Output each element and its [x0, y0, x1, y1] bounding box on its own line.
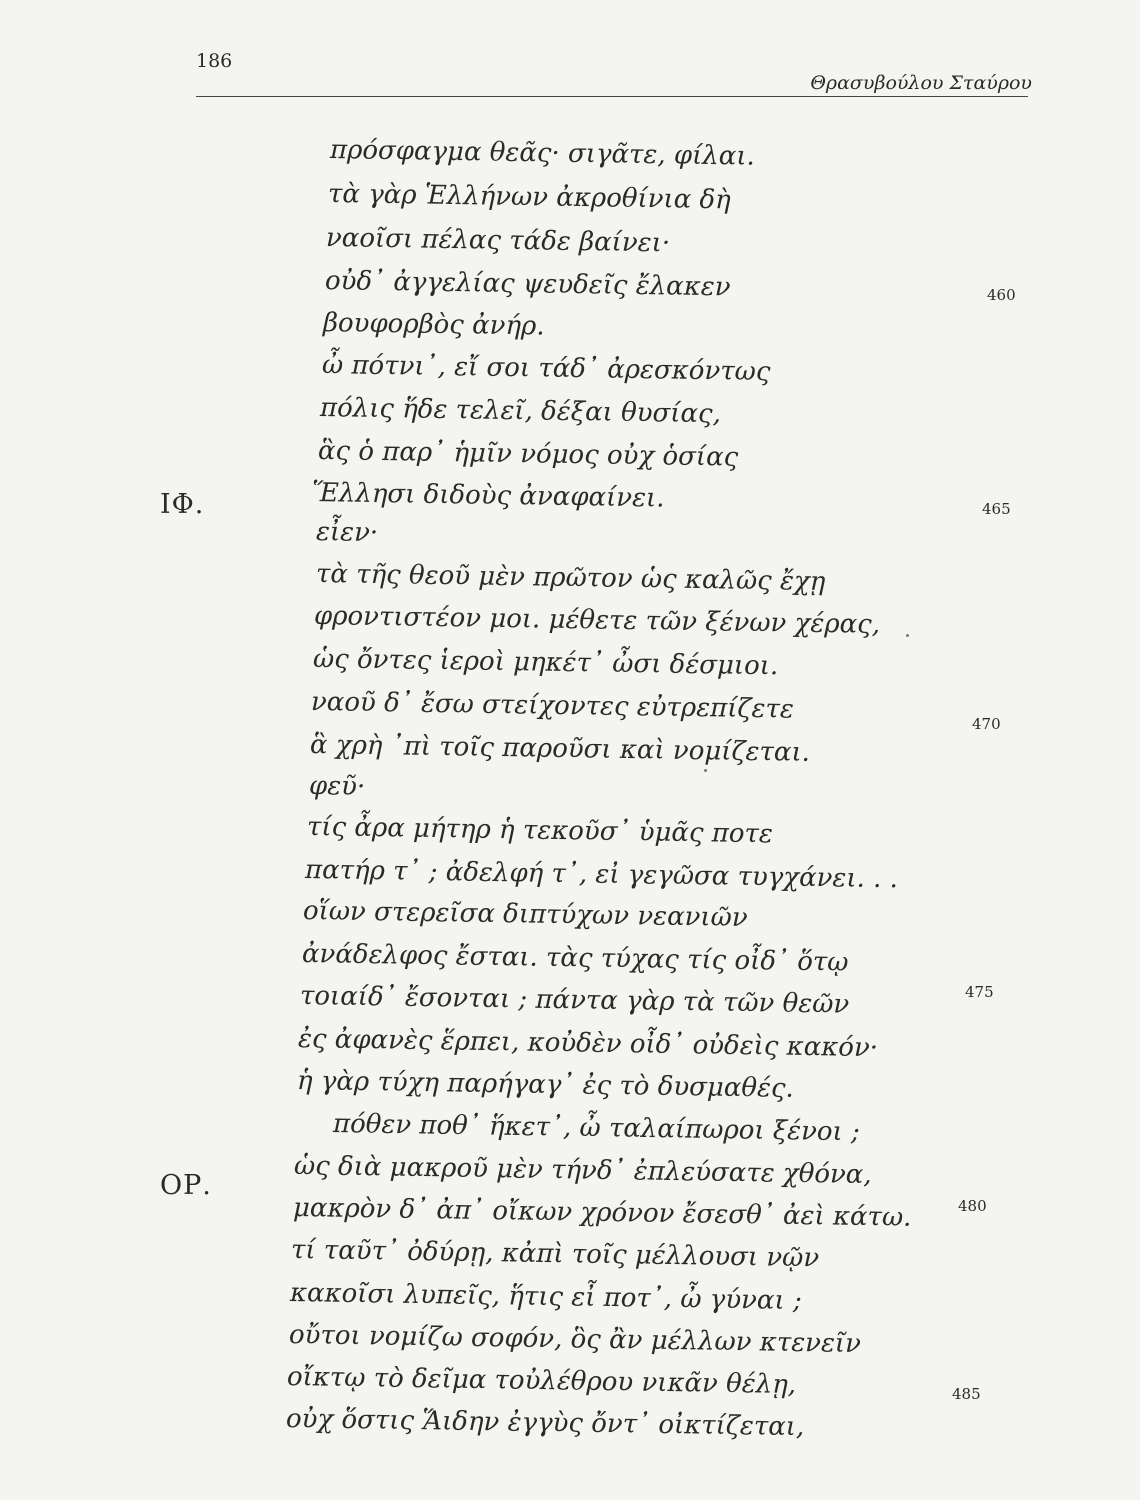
- line-number: 460: [987, 286, 1016, 304]
- verse-line: ὡς ὄντες ἱεροὶ μηκέτ᾽ ὦσι δέσμιοι.: [312, 644, 779, 682]
- verse-line: ἡ γὰρ τύχη παρήγαγ᾽ ἐς τὸ δυσμαθές.: [296, 1066, 795, 1104]
- verse-line: ναοῦ δ᾽ ἔσω στείχοντες εὐτρεπίζετε: [310, 687, 795, 725]
- verse-line: τί ταῦτ᾽ ὀδύρῃ, κἀπὶ τοῖς μέλλουσι νῷν: [290, 1235, 820, 1274]
- verse-line: τίς ἆρα μήτηρ ἡ τεκοῦσ᾽ ὑμᾶς ποτε: [306, 812, 774, 850]
- verse-line: ἀνάδελφος ἔσται. τὰς τύχας τίς οἶδ᾽ ὅτῳ: [301, 939, 849, 978]
- verse-line: Ἕλλησι διδοὺς ἀναφαίνει.: [311, 478, 665, 514]
- verse-line: πρόσφαγμα θεᾶς· σιγᾶτε, φίλαι.: [329, 135, 756, 172]
- verse-line: ὦ πότνι᾽, εἴ σοι τάδ᾽ ἀρεσκόντως: [321, 350, 771, 388]
- page-number: 186: [196, 50, 233, 72]
- verse-line: οὔτοι νομίζω σοφόν, ὃς ἂν μέλλων κτενεῖν: [288, 1320, 862, 1359]
- verse-line: βουφορβὸς ἀνήρ.: [322, 308, 545, 342]
- verse-line: πατήρ τ᾽ ; ἀδελφή τ᾽, εἰ γεγῶσα τυγχάνει. . .: [304, 855, 899, 895]
- verse-line: ὡς διὰ μακροῦ μὲν τήνδ᾽ ἐπλεύσατε χθόνα,: [293, 1151, 872, 1191]
- line-number: 485: [952, 1385, 981, 1403]
- verse-line: πόλις ἥδε τελεῖ, δέξαι θυσίας,: [319, 393, 722, 430]
- ink-speck: [704, 769, 707, 772]
- running-title: Θρασυβούλου Σταύρου: [810, 72, 1032, 94]
- line-number: 465: [982, 500, 1011, 518]
- line-number: 470: [972, 715, 1001, 733]
- verse-line: ναοῖσι πέλας τάδε βαίνει·: [325, 223, 671, 259]
- speaker-label: ΙΦ.: [160, 489, 205, 520]
- verse-line: οὐχ ὅστις Ἅιδην ἐγγὺς ὄντ᾽ οἰκτίζεται,: [285, 1404, 805, 1443]
- verse-line: εἶεν·: [315, 517, 379, 548]
- verse-line: ἃς ὁ παρ᾽ ἡμῖν νόμος οὐχ ὁσίας: [317, 436, 739, 473]
- verse-line: οὐδ᾽ ἀγγελίας ψευδεῖς ἔλακεν: [324, 266, 731, 303]
- ink-speck: [906, 634, 909, 637]
- verse-line: κακοῖσι λυπεῖς, ἥτις εἶ ποτ᾽, ὦ γύναι ;: [289, 1278, 802, 1317]
- verse-line: τοιαίδ᾽ ἔσονται ; πάντα γὰρ τὰ τῶν θεῶν: [299, 981, 850, 1020]
- verse-line: φροντιστέον μοι. μέθετε τῶν ξένων χέρας,: [313, 601, 881, 640]
- verse-line: μακρὸν δ᾽ ἀπ᾽ οἴκων χρόνον ἔσεσθ᾽ ἀεὶ κάτω.: [292, 1193, 912, 1233]
- verse-line: πόθεν ποθ᾽ ἥκετ᾽, ὦ ταλαίπωροι ξένοι ;: [332, 1109, 861, 1148]
- speaker-label: ΟΡ.: [160, 1170, 212, 1201]
- verse-line: τὰ γὰρ Ἑλλήνων ἀκροθίνια δὴ: [327, 179, 731, 216]
- line-number: 475: [965, 983, 994, 1001]
- line-number: 480: [958, 1197, 987, 1215]
- verse-line: οἵων στερεῖσα διπτύχων νεανιῶν: [302, 896, 748, 933]
- verse-line: τὰ τῆς θεοῦ μὲν πρῶτον ὡς καλῶς ἔχῃ: [315, 559, 826, 597]
- verse-line: φεῦ·: [308, 771, 366, 802]
- verse-line: ἐς ἀφανὲς ἕρπει, κοὐδὲν οἶδ᾽ οὐδεὶς κακόν·: [297, 1024, 879, 1064]
- verse-line: οἴκτῳ τὸ δεῖμα τοὐλέθρου νικᾶν θέλῃ,: [286, 1362, 797, 1400]
- verse-line: ἃ χρὴ ᾽πὶ τοῖς παροῦσι καὶ νομίζεται.: [309, 730, 811, 768]
